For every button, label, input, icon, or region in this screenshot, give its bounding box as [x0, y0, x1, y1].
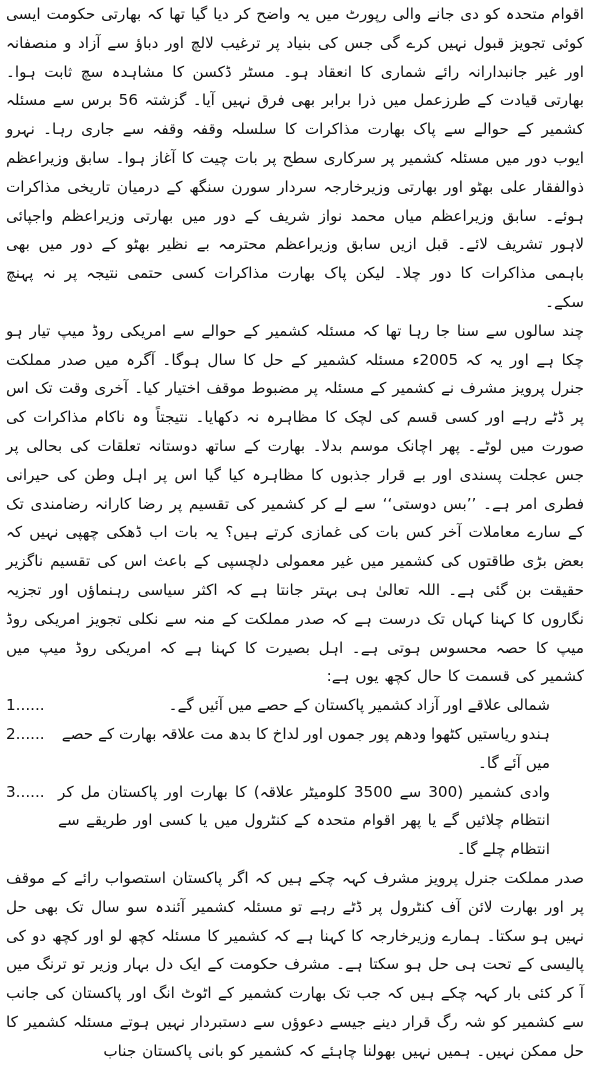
list-item-number: 3...... [6, 782, 45, 801]
list-item-text: شمالی علاقے اور آزاد کشمیر پاکستان کے حصے میں آئیں گے۔ [168, 696, 550, 715]
list-item-number: 2...... [6, 724, 45, 743]
paragraph-road-map: چند سالوں سے سنا جا رہا تھا کہ مسئلہ کشمیر کے حوالے سے امریکی روڈ میپ تیار ہو چکا ہے اور یہ کہ 2005ء مسئلہ کشمیر کے حل کا سال ہوگا۔ آگرہ میں صدر مملکت جنرل پرویز مشرف نے کشمیر کے مسئلہ پر مضبوط موقف اختیار کیا۔ آخری وقت تک اس پر ڈٹے رہے اور کسی قسم کی لچک کا مظاہرہ نہ دکھایا۔ نتیجتاً وہ ناکام مذاکرات کی صورت میں لوٹے۔ پھر اچانک موسم بدلا۔ بھارت کے ساتھ دوستانہ تعلقات کی بحالی پر جس عجلت پسندی اور بے قرار جذبوں کا مظاہرہ کیا گیا اس پر اہل وطن کی حیرانی فطری امر ہے۔ ’’بس دوستی‘‘ سے لے کر کشمیر کی تقسیم پر رضا کارانہ رضامندی تک کے سارے معاملات آخر کس بات کی غمازی کرتے ہیں؟ یہ بات اب ڈھکی چھپی نہیں کہ بعض بڑی طاقتوں کی کشمیر میں غیر معمولی دلچسپی کے باعث اس کی تقسیم ناگزیر حقیقت بن گئی ہے۔ اللہ تعالیٰ ہی بہتر جانتا ہے کہ اکثر سیاسی رہنماؤں اور تجزیہ نگاروں کا کہنا کہاں تک درست ہے کہ صدر مملکت کے منہ سے نکلی تجویز امریکی روڈ میپ کا حصہ محسوس ہوتی ہے۔ اہل بصیرت کا کہنا ہے کہ امریکی روڈ میپ میں کشمیر کی قسمت کا حال کچھ یوں ہے: [6, 321, 585, 686]
list-item-text: ہندو ریاستیں کٹھوا ودھم پور جموں اور لداخ کا بدھ مت علاقہ بھارت کے حصے میں آئے گا۔ [61, 724, 550, 772]
list-item [6, 691, 584, 720]
road-map-list [6, 691, 584, 864]
list-item [6, 720, 584, 778]
article-page [6, 0, 585, 1060]
list-item [6, 778, 584, 864]
paragraph-history: اقوام متحدہ کو دی جانے والی رپورٹ میں یہ واضح کر دیا گیا تھا کہ بھارتی حکومت ایسی کوئی تجویز قبول نہیں کرے گی جس کی بنیاد پر ترغیب لالچ اور دباؤ سے آزاد و منصفانہ اور غیر جانبدارانہ رائے شماری کا انعقاد ہو۔ مسٹر ڈکسن کا مشاہدہ سچ ثابت ہوا۔ بھارتی قیادت کے طرزعمل میں ذرا برابر بھی فرق نہیں آیا۔ گزشتہ 56 برس سے مسئلہ کشمیر کے حوالے سے پاک بھارت مذاکرات کا سلسلہ وقفہ وقفہ سے جاری رہا۔ نہرو ایوب دور میں مسئلہ کشمیر پر سرکاری سطح پر بات چیت کا آغاز ہوا۔ سابق وزیراعظم ذوالفقار علی بھٹو اور بھارتی وزیرخارجہ سردار سورن سنگھ کے درمیان تاریخی مذاکرات ہوئے۔ سابق وزیراعظم میاں محمد نواز شریف کے دور میں بھارتی وزیراعظم واجپائی لاہور تشریف لائے۔ قبل ازیں سابق وزیراعظم محترمہ بے نظیر بھٹو کے دور میں بھی باہمی مذاکرات کا دور چلا۔ لیکن پاک بھارت مذاکرات کسی حتمی نتیجہ پر نہ پہنچ سکے۔ [6, 5, 584, 311]
list-item-text: وادی کشمیر (300 سے 3500 کلومیٹر علاقہ) کا بھارت اور پاکستان مل کر انتظام چلائیں گے یا پھر اقوام متحدہ کے کنٹرول میں یا کسی اور طریقے سے انتظام چلے گا۔ [58, 782, 551, 859]
list-item-number: 1...... [6, 696, 45, 715]
paragraph-statements: صدر مملکت جنرل پرویز مشرف کہہ چکے ہیں کہ اگر پاکستان استصواب رائے کے موقف پر اور بھارت لائن آف کنٹرول پر ڈٹے رہے تو مسئلہ کشمیر آئندہ سو سال تک بھی حل نہیں ہو سکتا۔ ہمارے وزیرخارجہ کا کہنا ہے کہ کشمیر کا مسئلہ کچھ لو اور کچھ دو کی پالیسی کے تحت ہی حل ہو سکتا ہے۔ مشرف حکومت کے ایک دل بہار وزیر تو ترنگ میں آ کر کئی بار کہہ چکے ہیں کہ جب تک بھارت کشمیر کے اٹوٹ انگ اور پاکستان کی جانب سے کشمیر کو شہ رگ قرار دینے جیسے دعوؤں سے دستبردار نہیں ہوتے مسئلہ کشمیر کا حل ممکن نہیں۔ ہمیں نہیں بھولنا چاہئے کہ کشمیر کو بانی پاکستان جناب [6, 868, 584, 1060]
